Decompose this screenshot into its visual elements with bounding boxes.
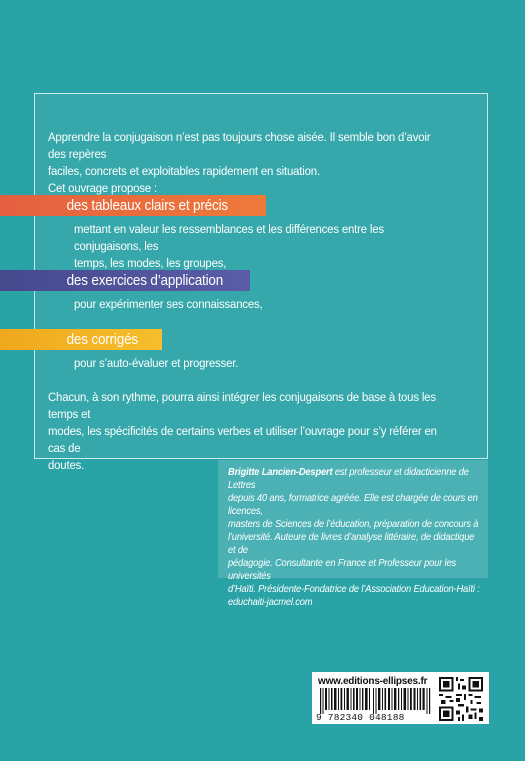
heading-band-exercices	[0, 270, 250, 291]
conclusion-line: modes, les spécificités de certains verbes et utiliser l’ouvrage pour s’y référer en cas de	[48, 424, 437, 455]
desc-corriges	[74, 355, 470, 372]
heading-corriges: des corrigés	[66, 331, 138, 348]
qr-code-icon	[439, 677, 483, 721]
barcode-box	[312, 672, 489, 724]
heading-band-tableaux	[0, 195, 266, 216]
intro-line: Apprendre la conjugaison n’est pas toujours chose aisée. Il semble bon d’avoir des repères	[48, 130, 431, 161]
intro-line: faciles, concrets et exploitables rapidement en situation.	[48, 164, 320, 178]
bio-line: l’université. Auteure de livres d’analyse littéraire, de didactique et de	[228, 532, 475, 556]
barcode-icon	[318, 688, 434, 714]
bio-line: depuis 40 ans, formatrice agréée. Elle est chargée de cours en licences,	[228, 493, 478, 517]
author-name: Brigitte Lancien-Despert	[228, 467, 333, 478]
heading-band-corriges	[0, 329, 162, 350]
author-bio-box	[218, 460, 488, 608]
heading-tableaux: des tableaux clairs et précis	[66, 197, 228, 214]
intro-line: Cet ouvrage propose :	[48, 181, 157, 195]
desc-exercices	[74, 296, 470, 313]
bio-line: educhaiti-jacmel.com	[228, 597, 313, 608]
bio-line: pédagogie. Consultante en France et Professeur pour les universités	[228, 558, 456, 582]
conclusion-line: doutes.	[48, 458, 85, 472]
heading-exercices: des exercices d’application	[66, 272, 224, 289]
bio-line: est professeur et didacticienne de Lettres	[228, 467, 469, 491]
bio-line: masters de Sciences de l’éducation, préparation de concours à	[228, 519, 479, 530]
desc-line: pour s’auto-évaluer et progresser.	[74, 356, 239, 370]
desc-tableaux	[74, 221, 451, 272]
intro-text	[48, 129, 444, 197]
desc-line: pour expérimenter ses connaissances,	[74, 297, 263, 311]
conclusion-line: Chacun, à son rythme, pourra ainsi intégrer les conjugaisons de base à tous les temps et	[48, 390, 436, 421]
bio-line: d’Haïti. Présidente-Fondatrice de l’Association Education-Haïti :	[228, 584, 480, 595]
isbn-number: 9 782340 048188	[316, 712, 405, 723]
desc-line: temps, les modes, les groupes,	[74, 256, 227, 270]
publisher-url: www.editions-ellipses.fr	[318, 676, 428, 687]
author-bio	[228, 466, 481, 609]
desc-line: mettant en valeur les ressemblances et les différences entre les conjugaisons, les	[74, 222, 384, 253]
